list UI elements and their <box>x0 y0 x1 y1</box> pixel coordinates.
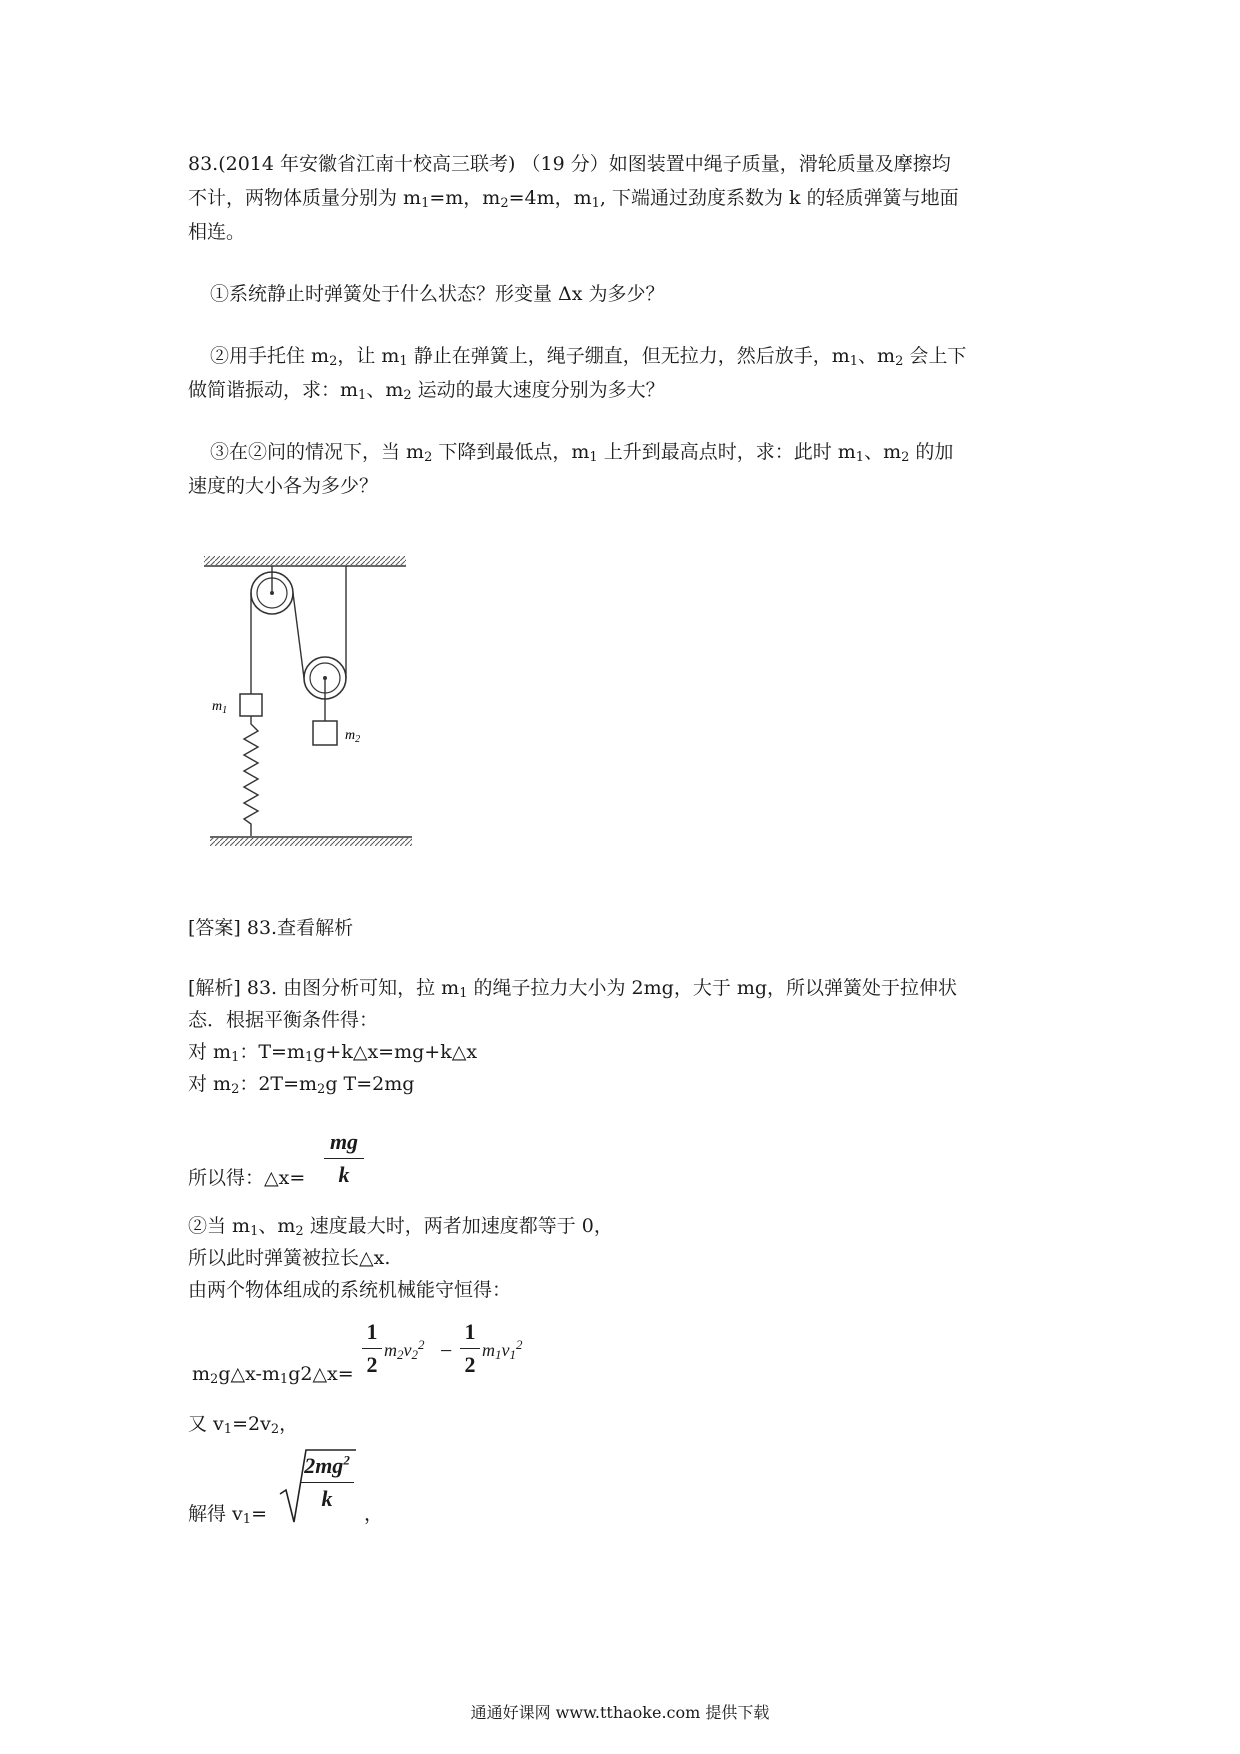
subscript: 2 <box>295 1224 304 1239</box>
solution-line-10 <box>188 1408 298 1440</box>
fraction-mg-over-k <box>324 1128 364 1189</box>
text: g2△x= <box>288 1363 354 1385</box>
subscript: 2 <box>329 354 338 369</box>
subscript: 2 <box>411 1347 418 1362</box>
fixed-pulley-axle <box>270 591 274 595</box>
subscript: 1 <box>855 450 865 465</box>
energy-equation-lhs <box>192 1358 354 1390</box>
sub-question-3-line-1 <box>210 436 953 468</box>
subscript: 2 <box>500 196 509 211</box>
fraction-one-half-a <box>362 1318 382 1379</box>
block-m2 <box>313 721 337 745</box>
text: 、m <box>864 441 902 463</box>
text: g+k△x=mg+k△x <box>313 1041 478 1063</box>
text: g△x-m <box>218 1363 280 1385</box>
numerator <box>300 1452 354 1480</box>
text: ②用手托住 m <box>210 345 330 367</box>
text: 解得 v <box>188 1503 243 1525</box>
subscript: 1 <box>279 1372 289 1387</box>
text: ：T=m <box>239 1041 305 1063</box>
text: =m，m <box>429 187 501 209</box>
subscript: 2 <box>210 1372 219 1387</box>
subscript: 2 <box>895 354 904 369</box>
fraction-one-half-b <box>460 1318 480 1379</box>
superscript: 2 <box>343 1452 350 1468</box>
block-m1 <box>240 694 262 716</box>
text: g T=2mg <box>325 1073 415 1095</box>
page-footer: 通通好课网 www.tthaoke.com 提供下载 <box>470 1703 770 1722</box>
subscript: 1 <box>591 196 600 211</box>
sub-question-2-line-2 <box>188 374 665 406</box>
text: 的绳子拉力大小为 2mg，大于 mg，所以弹簧处于拉伸状 <box>467 977 958 999</box>
text: m <box>192 1363 211 1385</box>
numerator: 1 <box>464 1319 476 1344</box>
text: = <box>251 1503 267 1525</box>
sub-question-2-line-1 <box>210 340 966 372</box>
text: 会上下 <box>903 345 967 367</box>
solution-line-1 <box>188 972 957 1004</box>
answer-label: [答案] 83.查看解析 <box>188 917 354 939</box>
subscript: 1 <box>509 1347 516 1362</box>
superscript: 2 <box>418 1337 425 1352</box>
question-text: 83.(2014 年安徽省江南十校高三联考) （19 分）如图装置中绳子质量，滑轮质量及摩擦均 <box>188 153 951 175</box>
text: 、m <box>258 1215 296 1237</box>
subscript: 2 <box>901 450 910 465</box>
question-line-3: 相连。 <box>188 221 246 243</box>
denominator: 2 <box>366 1352 378 1377</box>
term-m2-v2-squared: $m_2v_2^2$ <box>384 1337 425 1362</box>
numerator: 1 <box>366 1319 378 1344</box>
fraction-bar <box>324 1158 364 1159</box>
subscript: 2 <box>424 450 433 465</box>
sub-question-1: ①系统静止时弹簧处于什么状态？形变量 Δx 为多少？ <box>210 283 665 305</box>
text: [解析] 83. 由图分析可知，拉 m <box>188 977 460 999</box>
pulley-spring-diagram <box>200 546 430 876</box>
solution-line-3 <box>188 1036 477 1068</box>
denominator: 2 <box>464 1352 476 1377</box>
trailing-comma: ， <box>364 1503 384 1525</box>
subscript: 1 <box>242 1512 252 1527</box>
denominator: k <box>321 1486 333 1511</box>
text: 、m <box>858 345 896 367</box>
text: 上升到最高点时，求：此时 m <box>597 441 856 463</box>
numerator-text: 2mg <box>304 1453 344 1478</box>
text: 静止在弹簧上，绳子绷直，但无拉力，然后放手，m <box>407 345 850 367</box>
minus-sign: − <box>440 1338 453 1363</box>
text: ③在②问的情况下，当 m <box>210 441 425 463</box>
fraction-bar <box>460 1348 480 1349</box>
label-m2: $m_2$ <box>345 728 361 745</box>
subscript: 2 <box>317 1082 326 1097</box>
subscript: 1 <box>304 1050 314 1065</box>
question-line-2 <box>188 182 959 214</box>
text: 对 m <box>188 1041 232 1063</box>
solution-line-2: 态．根据平衡条件得： <box>188 1009 379 1031</box>
text: ②当 m <box>188 1215 251 1237</box>
text: =2v <box>232 1413 271 1435</box>
subscript: 2 <box>403 388 412 403</box>
sub-question-3-line-2: 速度的大小各为多少？ <box>188 475 379 497</box>
fraction-bar <box>362 1348 382 1349</box>
subscript: 1 <box>231 1050 240 1065</box>
subscript: 1 <box>459 986 468 1001</box>
subscript: 2 <box>270 1422 280 1437</box>
subscript: 2 <box>397 1347 404 1362</box>
subscript: 1 <box>250 1224 259 1239</box>
label-m1: $m_1$ <box>212 699 228 716</box>
solution-line-6 <box>188 1210 613 1242</box>
text: , 下端通过劲度系数为 k 的轻质弹簧与地面 <box>599 187 959 209</box>
solution-line-8: 由两个物体组成的系统机械能守恒得： <box>188 1279 512 1301</box>
solution-line-5: 所以得：△x= <box>188 1167 306 1189</box>
subscript: 1 <box>849 354 859 369</box>
text: ，让 m <box>337 345 400 367</box>
solution-line-4 <box>188 1068 414 1100</box>
subscript: 1 <box>495 1347 502 1362</box>
text: 对 m <box>188 1073 232 1095</box>
solution-line-11 <box>188 1498 267 1530</box>
text: 又 v <box>188 1413 224 1435</box>
ceiling-hatch <box>204 556 406 565</box>
solution-line-7: 所以此时弹簧被拉长△x. <box>188 1247 391 1269</box>
spring <box>244 716 258 836</box>
text: ， <box>279 1413 299 1435</box>
subscript: 1 <box>223 1422 233 1437</box>
text: =4m，m <box>508 187 592 209</box>
fraction-2mg2-over-k <box>300 1452 354 1513</box>
subscript: 1 <box>421 196 430 211</box>
rope-down-to-movable-pulley <box>293 593 304 678</box>
text: 运动的最大速度分别为多大？ <box>411 379 665 401</box>
question-line-1 <box>188 148 951 180</box>
text: 下降到最低点，m <box>432 441 590 463</box>
text: ：2T=m <box>239 1073 318 1095</box>
subscript: 2 <box>231 1082 240 1097</box>
term-m1-v1-squared: $m_1v_1^2$ <box>482 1337 523 1362</box>
numerator: mg <box>329 1129 359 1154</box>
fraction-bar <box>300 1482 354 1483</box>
text: 不计，两物体质量分别为 m <box>188 187 422 209</box>
text: 做简谐振动，求：m <box>188 379 359 401</box>
text: 速度最大时，两者加速度都等于 0， <box>303 1215 613 1237</box>
text: 、m <box>366 379 404 401</box>
subscript: 1 <box>589 450 598 465</box>
subscript: 1 <box>399 354 408 369</box>
text: 的加 <box>909 441 954 463</box>
superscript: 2 <box>516 1337 523 1352</box>
floor-hatch <box>210 838 412 846</box>
denominator: k <box>338 1162 350 1187</box>
subscript: 1 <box>358 388 367 403</box>
